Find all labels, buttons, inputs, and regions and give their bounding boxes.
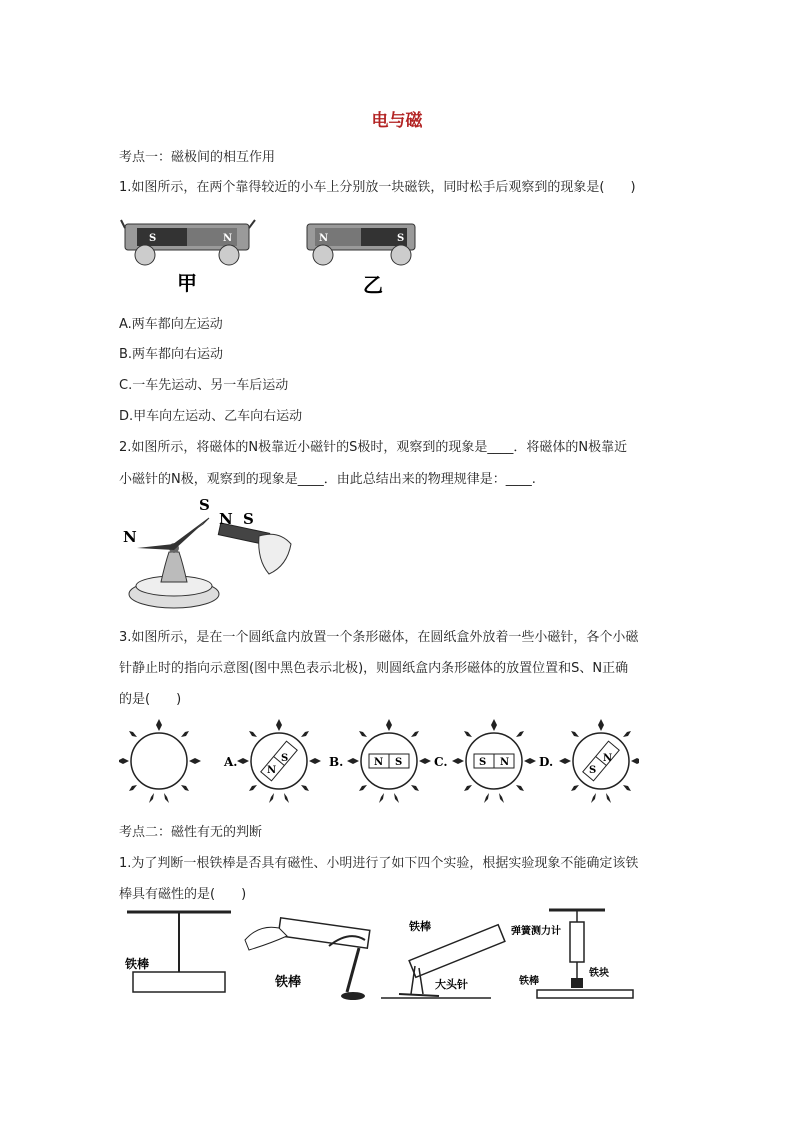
q1-option-a: A.两车都向左运动 [119, 317, 223, 332]
q3-line1: 3.如图所示，是在一个圆纸盒内放置一个条形磁体，在圆纸盒外放着一些小磁针，各个小磁 [119, 630, 639, 645]
q1-option-b: B.两车都向右运动 [119, 347, 224, 362]
box-option-d [559, 719, 639, 803]
q2-line1: 2.如图所示，将磁体的N极靠近小磁针的S极时，观察到的现象是____．将磁体的N极靠近 [119, 440, 628, 455]
bar3-label: 铁棒 [409, 920, 431, 933]
cart1-pole-b: N [223, 233, 233, 244]
s2-q1-line2: 棒具有磁性的是( ) [119, 887, 247, 902]
needle-figure [119, 494, 309, 614]
carts-figure [119, 210, 419, 300]
q1-option-d: D.甲车向左运动、乙车向右运动 [119, 409, 303, 424]
block-label: 铁块 [589, 968, 609, 979]
bar1-label: 铁棒 [125, 957, 150, 971]
q1-stem: 1.如图所示，在两个靠得较近的小车上分别放一块磁铁，同时松手后观察到的现象是( ) [119, 180, 636, 195]
box-option-c [452, 719, 536, 803]
round-box-figure [119, 716, 639, 806]
box-b-pole-1: N [374, 757, 384, 768]
cart-jia-label: 甲 [177, 271, 197, 295]
section1-heading: 考点一：磁极间的相互作用 [119, 150, 276, 165]
box-option-b [347, 719, 431, 803]
option-b-label: B. [329, 755, 344, 769]
box-d-pole-1: S [589, 765, 597, 776]
option-a-label: A. [224, 755, 238, 769]
q3-line3: 的是( ) [119, 692, 182, 707]
section2-heading: 考点二：磁性有无的判断 [119, 825, 263, 840]
cart-yi [307, 224, 415, 297]
magnet-s-label: S [243, 510, 254, 528]
iron-bar-figure [119, 904, 639, 1010]
magnet-n-label: N [219, 510, 233, 528]
experiment-1 [124, 912, 231, 992]
box-original [119, 719, 201, 803]
cart1-pole-a: S [149, 233, 157, 244]
needle-n-label: N [123, 528, 137, 546]
q1-option-c: C.一车先运动、另一车后运动 [119, 378, 289, 393]
cart-yi-label: 乙 [363, 273, 383, 297]
bar2-label: 铁棒 [275, 975, 302, 990]
experiment-4 [511, 910, 633, 998]
q3-line2: 针静止时的指向示意图(图中黑色表示北极)，则圆纸盒内条形磁体的放置位置和S、N正确 [119, 661, 629, 676]
cart2-pole-a: N [319, 233, 329, 244]
box-d-pole-2: N [603, 753, 613, 764]
s2-q1-line1: 1.为了判断一根铁棒是否具有磁性、小明进行了如下四个实验，根据实验现象不能确定该铁 [119, 856, 639, 871]
pin-label: 大头针 [435, 978, 468, 991]
box-c-pole-2: N [500, 757, 510, 768]
experiment-3 [381, 919, 505, 998]
box-b-pole-2: S [395, 757, 403, 768]
cart2-pole-b: S [397, 233, 405, 244]
needle-s-label: S [199, 496, 210, 514]
bar4-label: 铁棒 [519, 976, 539, 987]
box-option-a [237, 719, 321, 803]
experiment-2 [245, 918, 370, 1000]
q2-line2: 小磁针的N极，观察到的现象是____．由此总结出来的物理规律是：____. [119, 472, 536, 487]
scale-label: 弹簧测力计 [511, 926, 561, 937]
box-a-pole-1: N [267, 765, 277, 776]
option-d-label: D. [539, 755, 554, 769]
option-c-label: C. [434, 755, 448, 769]
page-title: 电与磁 [371, 111, 423, 131]
cart-jia [121, 220, 255, 295]
box-a-pole-2: S [281, 753, 289, 764]
box-c-pole-1: S [479, 757, 487, 768]
